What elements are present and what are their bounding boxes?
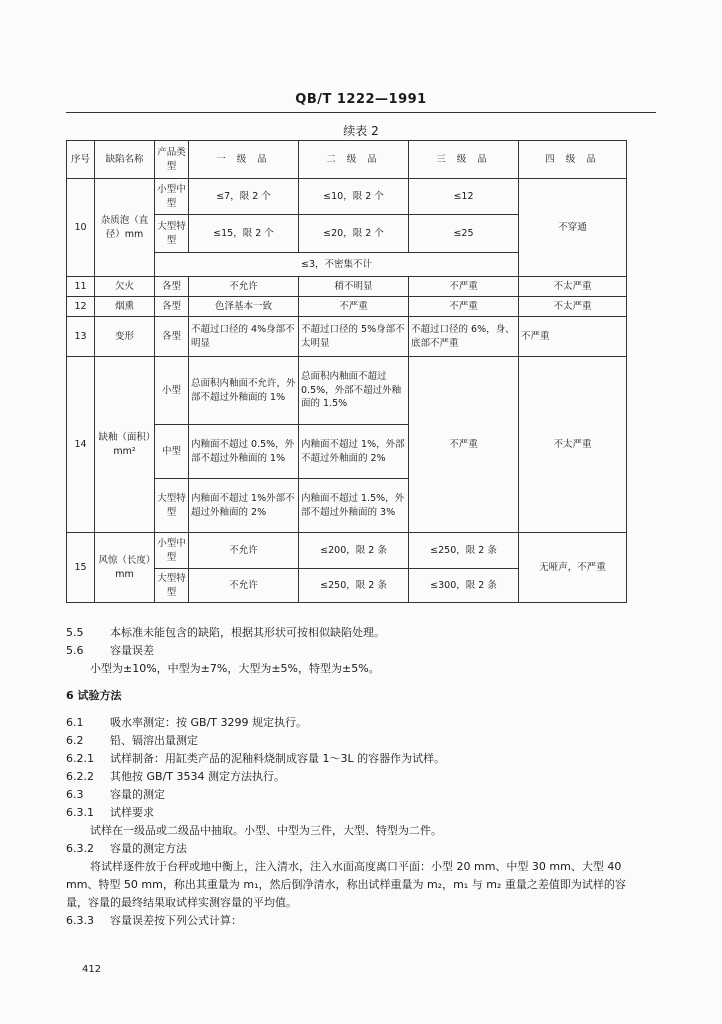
table-header-row xyxy=(67,141,627,179)
header-defect: 缺陷名称 xyxy=(95,141,155,179)
cell-grade-2: 不超过口径的 5%身部不太明显 xyxy=(299,317,409,357)
cell-defect: 变形 xyxy=(95,317,155,357)
cell-grade-2: ≤200，限 2 条 xyxy=(299,533,409,569)
clause-6-2-1: 6.2.1 试样制备：用缸类产品的泥釉料烧制成容量 1～3L 的容器作为试样。 xyxy=(66,752,446,765)
cell-grade-1: 内釉面不超过 1%外部不超过外釉面的 2% xyxy=(189,479,299,533)
cell-grade-4: 不太严重 xyxy=(519,357,627,533)
cell-grade-3: ≤250，限 2 条 xyxy=(409,533,519,569)
clause-6-3-3: 6.3.3 容量误差按下列公式计算： xyxy=(66,914,242,927)
cell-grade-2: 内釉面不超过 1.5%，外部不超过外釉面的 3% xyxy=(299,479,409,533)
cell-grade-1: 内釉面不超过 0.5%，外部不超过外釉面的 1% xyxy=(189,425,299,479)
cell-grade-1: 不超过口径的 4%身部不明显 xyxy=(189,317,299,357)
cell-grade-3: 不严重 xyxy=(409,357,519,533)
cell-grade-1: 不允许 xyxy=(189,569,299,603)
clause-6-2: 6.2 铅、镉溶出量测定 xyxy=(66,734,198,747)
cell-no: 14 xyxy=(67,357,95,533)
clause-5-5: 5.5 本标准未能包含的缺陷，根据其形状可按相似缺陷处理。 xyxy=(66,626,385,639)
cell-grade-1: ≤15，限 2 个 xyxy=(189,215,299,253)
cell-grade-2: ≤250，限 2 条 xyxy=(299,569,409,603)
section-6-heading: 6 试验方法 xyxy=(66,689,122,702)
table-row xyxy=(67,297,627,317)
clause-6-3: 6.3 容量的测定 xyxy=(66,788,165,801)
cell-type: 小型 xyxy=(155,357,189,425)
cell-type: 各型 xyxy=(155,277,189,297)
header-grade-2: 二 级 品 xyxy=(299,141,409,179)
cell-defect: 欠火 xyxy=(95,277,155,297)
cell-grade-1: 色泽基本一致 xyxy=(189,297,299,317)
cell-no: 10 xyxy=(67,179,95,277)
cell-grade-1: 不允许 xyxy=(189,533,299,569)
clause-5-6-body: 小型为±10%，中型为±7%，大型为±5%，特型为±5%。 xyxy=(90,662,380,675)
table-row xyxy=(67,357,627,425)
header-grade-3: 三 级 品 xyxy=(409,141,519,179)
clause-6-3-1: 6.3.1 试样要求 xyxy=(66,806,154,819)
header-rule xyxy=(66,112,656,113)
cell-type: 中型 xyxy=(155,425,189,479)
table-caption: 续表 2 xyxy=(343,124,379,138)
header-type: 产品类型 xyxy=(155,141,189,179)
cell-grade-3: 不严重 xyxy=(409,297,519,317)
cell-type: 各型 xyxy=(155,317,189,357)
cell-grade-2: 不严重 xyxy=(299,297,409,317)
cell-no: 11 xyxy=(67,277,95,297)
cell-type: 大型特型 xyxy=(155,569,189,603)
clause-6-3-2-body: 将试样逐件放于台秤或地中衡上，注入清水，注入水面高度离口平面：小型 20 mm、中型 30 mm、大型 40 mm、特型 50 mm，称出其重量为 m₁，然后倒净清水，称出试样重量为 m₂，m₁ 与 m₂ 重量之差值即为试样的容量，容量的最终结果取试样实测容量的平均值。 xyxy=(66,860,626,909)
cell-grade-2: ≤10，限 2 个 xyxy=(299,179,409,215)
cell-grade-1: ≤7，限 2 个 xyxy=(189,179,299,215)
cell-type: 各型 xyxy=(155,297,189,317)
cell-type: 小型中型 xyxy=(155,533,189,569)
cell-grade-4: 不太严重 xyxy=(519,277,627,297)
cell-grade-4: 不太严重 xyxy=(519,297,627,317)
cell-defect: 杂质泡（直径）mm xyxy=(95,179,155,277)
clause-6-2-2: 6.2.2 其他按 GB/T 3534 测定方法执行。 xyxy=(66,770,285,783)
cell-no: 13 xyxy=(67,317,95,357)
cell-grade-3: ≤25 xyxy=(409,215,519,253)
table-row xyxy=(67,277,627,297)
cell-type: 大型特型 xyxy=(155,479,189,533)
cell-grade-4: 不穿通 xyxy=(519,179,627,277)
header-grade-4: 四 级 品 xyxy=(519,141,627,179)
cell-grade-3: 不严重 xyxy=(409,277,519,297)
cell-grade-1: 总面积内釉面不允许，外部不超过外釉面的 1% xyxy=(189,357,299,425)
cell-grade-2: 总面积内釉面不超过 0.5%，外部不超过外釉面的 1.5% xyxy=(299,357,409,425)
header-grade-1: 一 级 品 xyxy=(189,141,299,179)
cell-defect: 风惊（长度）mm xyxy=(95,533,155,603)
cell-grade-4: 无哑声，不严重 xyxy=(519,533,627,603)
standard-header: QB/T 1222—1991 xyxy=(295,92,427,107)
cell-grade-3: ≤12 xyxy=(409,179,519,215)
cell-no: 15 xyxy=(67,533,95,603)
cell-grade-3: ≤300，限 2 条 xyxy=(409,569,519,603)
cell-note: ≤3，不密集不计 xyxy=(155,253,519,277)
clause-6-3-1-body: 试样在一级品或二级品中抽取。小型、中型为三件，大型、特型为二件。 xyxy=(90,824,442,837)
clause-6-3-2: 6.3.2 容量的测定方法 xyxy=(66,842,187,855)
defect-table xyxy=(66,140,627,603)
cell-grade-2: ≤20，限 2 个 xyxy=(299,215,409,253)
cell-grade-1: 不允许 xyxy=(189,277,299,297)
cell-type: 大型特型 xyxy=(155,215,189,253)
clause-6-1: 6.1 吸水率测定：按 GB/T 3299 规定执行。 xyxy=(66,716,307,729)
cell-grade-2: 稍不明显 xyxy=(299,277,409,297)
cell-grade-2: 内釉面不超过 1%，外部不超过外釉面的 2% xyxy=(299,425,409,479)
cell-grade-4: 不严重 xyxy=(519,317,627,357)
page-number: 412 xyxy=(82,964,102,975)
cell-grade-3: 不超过口径的 6%，身、底部不严重 xyxy=(409,317,519,357)
table-row xyxy=(67,317,627,357)
table-row xyxy=(67,533,627,569)
table-row xyxy=(67,179,627,215)
header-no: 序号 xyxy=(67,141,95,179)
document-body xyxy=(66,624,646,930)
cell-no: 12 xyxy=(67,297,95,317)
clause-5-6: 5.6 容量误差 xyxy=(66,644,154,657)
cell-defect: 烟熏 xyxy=(95,297,155,317)
cell-defect: 缺釉（面积）mm² xyxy=(95,357,155,533)
cell-type: 小型中型 xyxy=(155,179,189,215)
